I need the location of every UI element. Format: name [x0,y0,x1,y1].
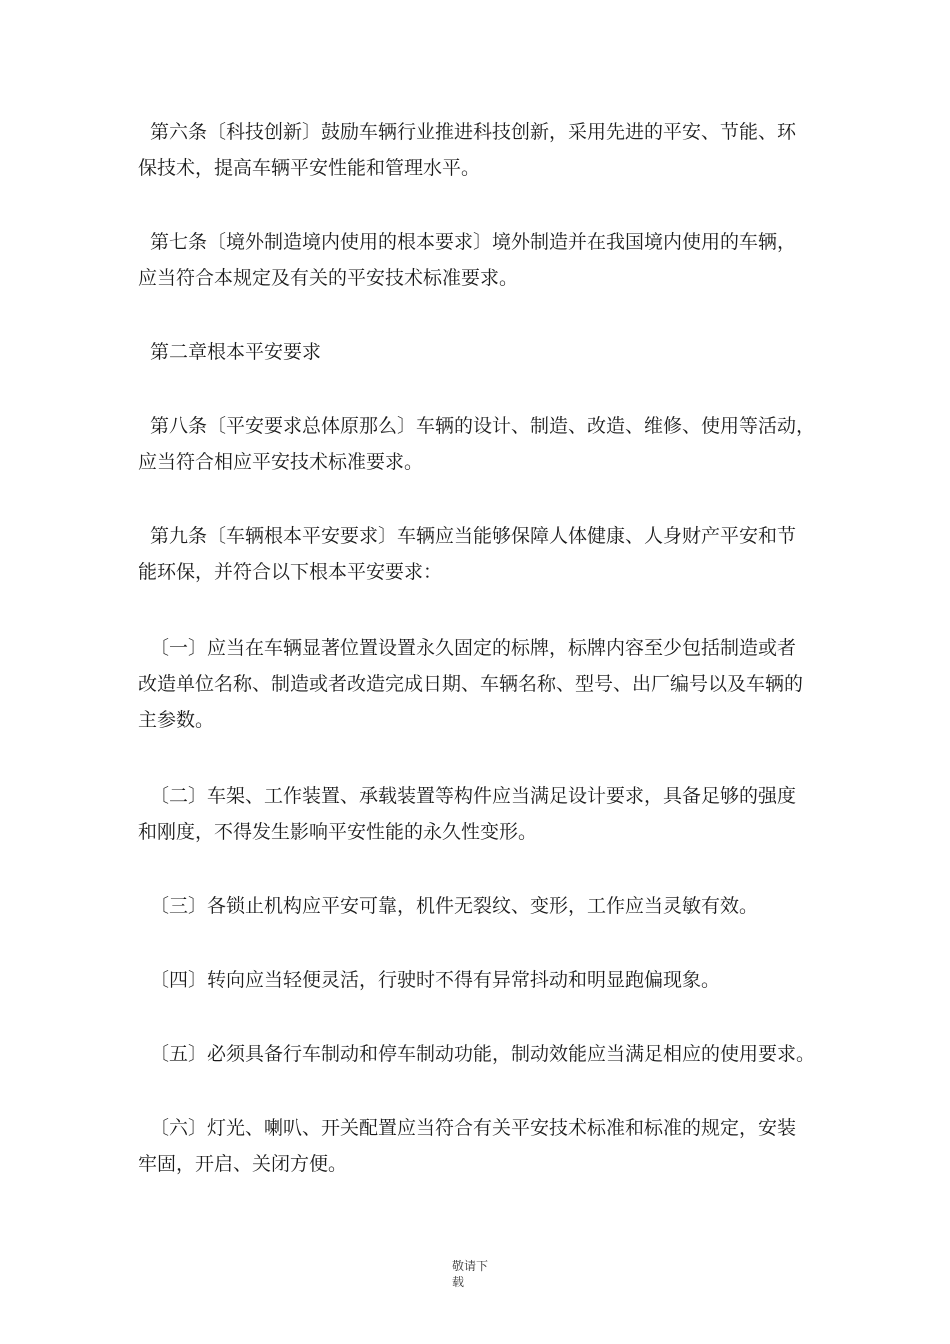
text-line: 应当符合本规定及有关的平安技术标准要求。 [138,267,519,289]
text-line: 第九条〔车辆根本平安要求〕车辆应当能够保障人体健康、人身财产平安和节 [150,525,797,547]
article-8-paragraph [138,408,828,480]
text-line: 和刚度，不得发生影响平安性能的永久性变形。 [138,821,538,843]
text-line: 改造单位名称、制造或者改造完成日期、车辆名称、型号、出厂编号以及车辆的 [138,673,804,695]
text-line: 第七条〔境外制造境内使用的根本要求〕境外制造并在我国境内使用的车辆， [150,231,797,253]
item-2-paragraph [138,778,828,850]
text-line: 应当符合相应平安技术标准要求。 [138,451,424,473]
text-line: 保技术，提高车辆平安性能和管理水平。 [138,157,481,179]
text-line: 〔三〕各锁止机构应平安可靠，机件无裂纹、变形，工作应当灵敏有效。 [150,895,759,917]
item-3-paragraph [138,888,828,924]
text-line: 〔六〕灯光、喇叭、开关配置应当符合有关平安技术标准和标准的规定，安装 [150,1117,797,1139]
text-line: 主参数。 [138,709,215,731]
page-footer [452,1258,512,1290]
footer-line: 敬请下 [452,1259,489,1273]
item-5-paragraph [138,1036,828,1072]
text-line: 第八条〔平安要求总体原那么〕车辆的设计、制造、改造、维修、使用等活动， [150,415,816,437]
text-line: 〔二〕车架、工作装置、承载装置等构件应当满足设计要求，具备足够的强度 [150,785,797,807]
item-1-paragraph [138,630,828,738]
article-6-paragraph [138,114,828,186]
text-line: 〔一〕应当在车辆显著位置设置永久固定的标牌，标牌内容至少包括制造或者 [150,637,797,659]
item-4-paragraph [138,962,828,998]
article-7-paragraph [138,224,828,296]
chapter-2-heading [138,334,828,370]
item-6-paragraph [138,1110,828,1182]
text-line: 〔四〕转向应当轻便灵活，行驶时不得有异常抖动和明显跑偏现象。 [150,969,721,991]
text-line: 第六条〔科技创新〕鼓励车辆行业推进科技创新，采用先进的平安、节能、环 [150,121,797,143]
text-line: 牢固，开启、关闭方便。 [138,1153,348,1175]
article-9-paragraph [138,518,828,590]
text-line: 能环保，并符合以下根本平安要求： [138,561,443,583]
text-line: 〔五〕必须具备行车制动和停车制动功能，制动效能应当满足相应的使用要求。 [150,1043,816,1065]
text-line: 第二章根本平安要求 [150,341,322,363]
footer-line: 载 [452,1275,465,1289]
